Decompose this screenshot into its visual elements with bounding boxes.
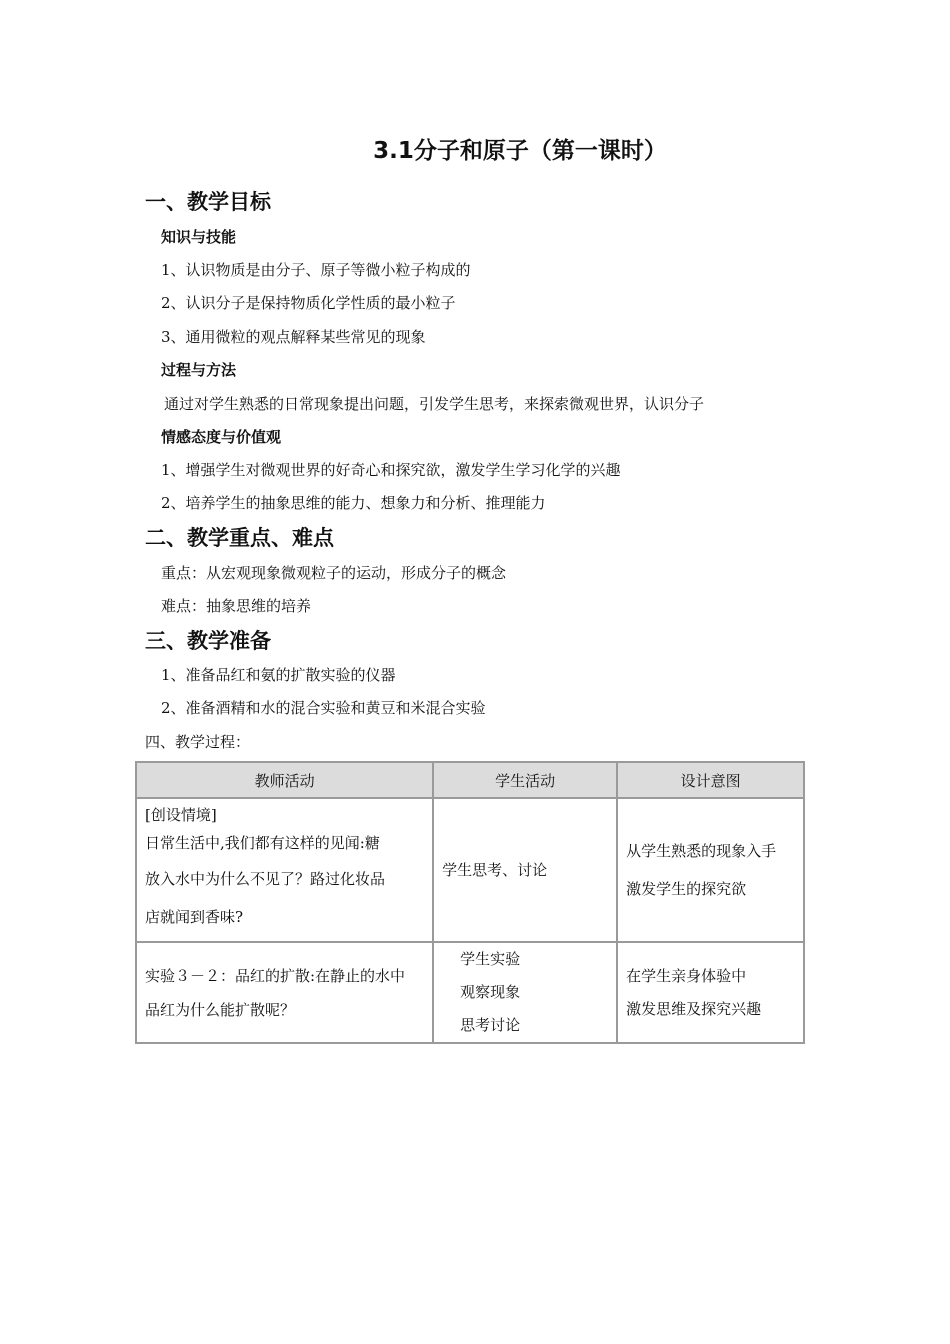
row1-teacher-cell [136,798,433,942]
table-row [136,942,804,1043]
knowledge-item-2: 2、认识分子是保持物质化学性质的最小粒子 [161,294,456,312]
row1-student-cell: 学生思考、讨论 [433,798,617,942]
focus-key: 重点：从宏观现象微观粒子的运动，形成分子的概念 [161,564,507,582]
knowledge-item-3: 3、通用微粒的观点解释某些常见的现象 [161,328,426,346]
header-intent: 设计意图 [617,762,804,798]
row2-teacher-line-2: 品红为什么能扩散呢？ [145,1000,296,1019]
focus-difficult: 难点：抽象思维的培养 [161,597,312,615]
row2-teacher-cell [136,942,433,1043]
header-student: 学生活动 [433,762,617,798]
row2-student-cell [433,942,617,1043]
knowledge-heading: 知识与技能 [161,228,237,246]
section-prep-heading: 三、教学准备 [145,629,271,653]
row2-student-line-3: 思考讨论 [460,1016,521,1034]
header-teacher: 教师活动 [136,762,433,798]
row2-intent-line-2: 激发思维及探究兴趣 [626,999,762,1018]
row1-teacher-line-2: 日常生活中,我们都有这样的见闻:糖 [145,833,380,852]
teaching-process-table [135,761,805,1044]
process-text: 通过对学生熟悉的日常现象提出问题，引发学生思考，来探索微观世界，认识分子 [164,395,705,413]
prep-item-2: 2、准备酒精和水的混合实验和黄豆和米混合实验 [161,699,486,717]
section-goals-heading: 一、教学目标 [145,190,271,214]
row2-intent-cell [617,942,804,1043]
row1-intent-line-2: 激发学生的探究欲 [626,880,747,898]
row1-teacher-line-3: 放入水中为什么不见了？路过化妆品 [145,869,386,888]
row1-intent-cell [617,798,804,942]
row1-teacher-line-4: 店就闻到香味? [145,907,244,926]
emotion-item-2: 2、培养学生的抽象思维的能力、想象力和分析、推理能力 [161,494,546,512]
row1-teacher-line-1: [创设情境] [145,805,217,824]
row2-student-line-2: 观察现象 [460,983,521,1001]
row2-teacher-line-1: 实验３－２：品红的扩散:在静止的水中 [145,966,406,985]
row2-student-line-1: 学生实验 [460,950,521,968]
table-header-row [136,762,804,798]
knowledge-item-1: 1、认识物质是由分子、原子等微小粒子构成的 [161,261,471,279]
section-focus-heading: 二、教学重点、难点 [145,526,334,550]
emotion-heading: 情感态度与价值观 [161,428,282,446]
page-title: 3.1分子和原子（第一课时） [373,138,667,164]
emotion-item-1: 1、增强学生对微观世界的好奇心和探究欲，激发学生学习化学的兴趣 [161,461,621,479]
section-process-heading: 四、教学过程： [145,733,251,751]
table-row [136,798,804,942]
row1-intent-line-1: 从学生熟悉的现象入手 [626,842,777,860]
row2-intent-line-1: 在学生亲身体验中 [626,966,747,985]
prep-item-1: 1、准备品红和氨的扩散实验的仪器 [161,666,396,684]
process-heading: 过程与方法 [161,361,237,379]
